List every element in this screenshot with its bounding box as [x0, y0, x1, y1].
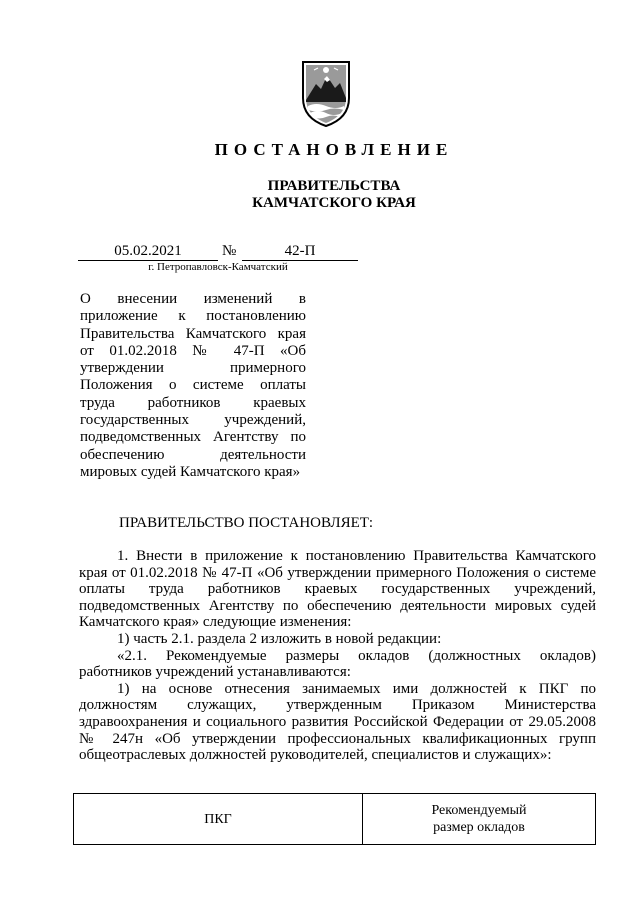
document-number: 42-П	[242, 243, 358, 261]
resolution-heading: ПРАВИТЕЛЬСТВО ПОСТАНОВЛЯЕТ:	[119, 515, 374, 531]
salary-table	[73, 793, 596, 845]
table-header-salary-line-1: Рекомендуемый	[431, 803, 527, 818]
body-paragraph: 1) на основе отнесения занимаемых ими должностей к ПКГ по должностям служащих, утвержденным Приказом Министерства здравоохранения и социального развития Российской Федерации от 29.05.2008 № 247н «Об утверждении профессиональных квалификационных групп общеотраслевых должностей руководителей, специалистов и служащих»:	[79, 680, 596, 764]
issuing-authority	[0, 178, 640, 212]
body-paragraph: 1) часть 2.1. раздела 2 изложить в новой редакции:	[117, 630, 442, 647]
body-paragraph: 1. Внести в приложение к постановлению Правительства Камчатского края от 01.02.2018 № 47-П «Об утверждении примерного Положения о системе оплаты труда работников краевых государственных учреждений, подведомственных Агентству по обеспечению деятельности мировых судей Камчатского края» следующие изменения:	[79, 548, 596, 631]
document-body	[79, 548, 596, 764]
table-header-pkg: ПКГ	[74, 794, 363, 844]
authority-line-2: КАМЧАТСКОГО КРАЯ	[252, 195, 416, 211]
document-subject: О внесении изменений в приложение к постановлению Правительства Камчатского края от 01.02.2018 № 47-П «Об утверждении примерного Положения о системе оплаты труда работников краевых государственных учреждений, подведомственных Агентству по обеспечению деятельности мировых судей Камчатского края»	[80, 291, 306, 480]
document-date: 05.02.2021	[78, 243, 218, 261]
document-city: г. Петропавловск-Камчатский	[148, 261, 288, 273]
authority-line-1: ПРАВИТЕЛЬСТВА	[267, 178, 401, 194]
table-header-salary-line-2: размер окладов	[433, 820, 525, 835]
body-paragraph: «2.1. Рекомендуемые размеры окладов (должностных окладов) работников учреждений устанавливаются:	[79, 647, 596, 681]
document-title: ПОСТАНОВЛЕНИЕ	[214, 140, 454, 159]
number-sign: №	[222, 243, 237, 259]
kamchatka-coat-of-arms-icon	[300, 58, 352, 128]
table-header-salary	[363, 794, 595, 844]
